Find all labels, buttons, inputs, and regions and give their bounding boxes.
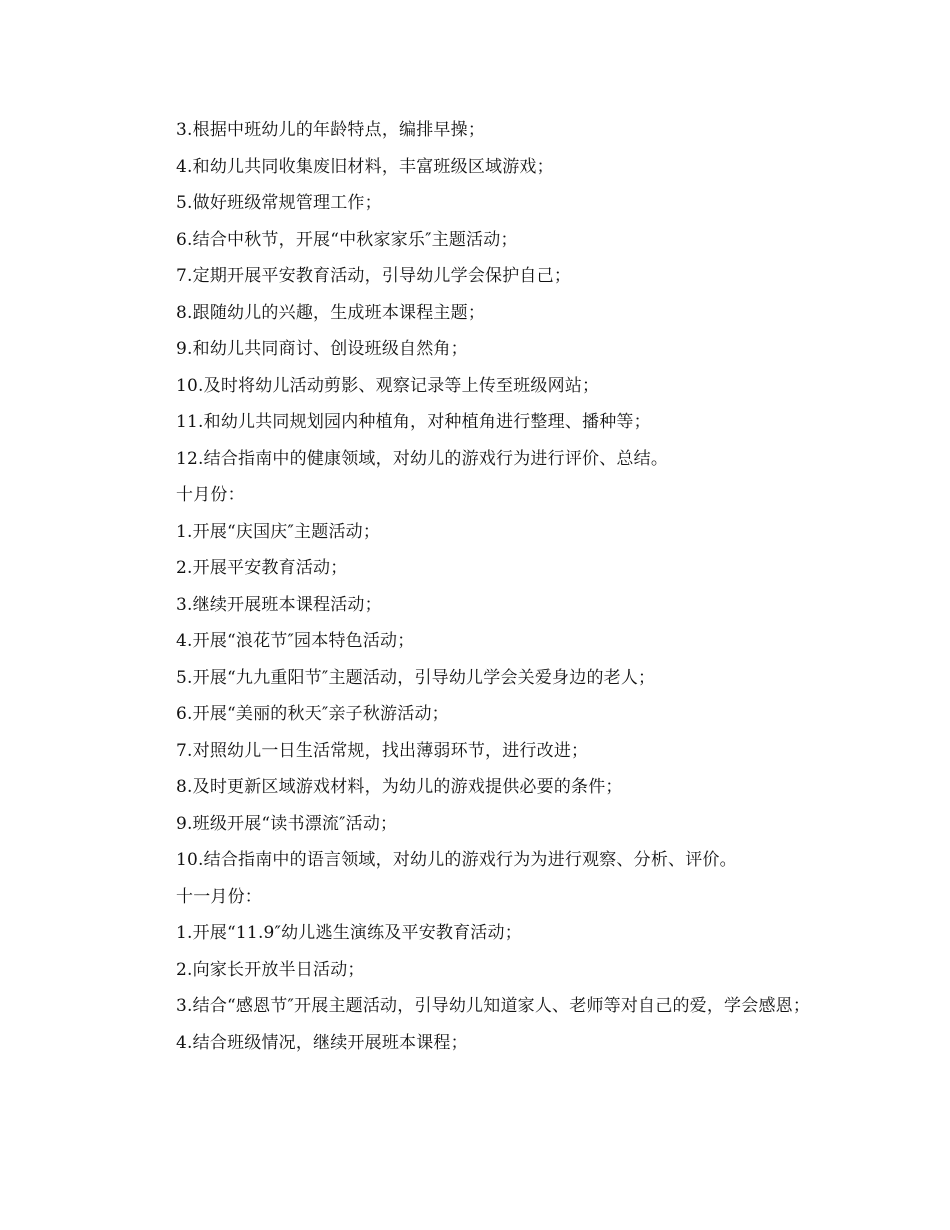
- section-heading-october: 十月份：: [176, 485, 245, 505]
- paragraph: 4.开展“浪花节″园本特色活动；: [176, 631, 415, 651]
- paragraph: 4.结合班级情况，继续开展班本课程；: [176, 1032, 468, 1053]
- paragraph: 5.开展“九九重阳节″主题活动，引导幼儿学会关爱身边的老人；: [176, 667, 656, 688]
- section-heading-november: 十一月份：: [176, 886, 262, 907]
- paragraph: 10.及时将幼儿活动剪影、观察记录等上传至班级网站；: [176, 375, 600, 396]
- paragraph: 2.开展平安教育活动；: [176, 558, 348, 578]
- paragraph: 7.对照幼儿一日生活常规，找出薄弱环节，进行改进；: [176, 740, 589, 761]
- paragraph: 5.做好班级常规管理工作；: [176, 193, 382, 213]
- document-body: [142, 112, 822, 1061]
- paragraph: 1.开展“11.9″幼儿逃生演练及平安教育活动；: [176, 923, 522, 943]
- paragraph: 8.跟随幼儿的兴趣，生成班本课程主题；: [176, 302, 486, 323]
- paragraph: 3.结合“感恩节″开展主题活动，引导幼儿知道家人、老师等对自己的爱，学会感恩；: [176, 996, 811, 1016]
- paragraph: 3.继续开展班本课程活动；: [176, 594, 382, 615]
- paragraph: 9.和幼儿共同商讨、创设班级自然角；: [176, 339, 468, 359]
- paragraph: 10.结合指南中的语言领域，对幼儿的游戏行为为进行观察、分析、评价。: [176, 850, 737, 870]
- paragraph: 2.向家长开放半日活动；: [176, 959, 365, 980]
- paragraph: 4.和幼儿共同收集废旧材料，丰富班级区域游戏；: [176, 156, 554, 177]
- paragraph: 8.及时更新区域游戏材料，为幼儿的游戏提供必要的条件；: [176, 777, 623, 797]
- paragraph: 1.开展“庆国庆″主题活动；: [176, 521, 381, 542]
- paragraph: 11.和幼儿共同规划园内种植角，对种植角进行整理、播种等；: [176, 412, 651, 432]
- paragraph: 9.班级开展“读书漂流″活动；: [176, 813, 398, 834]
- paragraph: 7.定期开展平安教育活动，引导幼儿学会保护自己；: [176, 266, 572, 286]
- paragraph: 6.开展“美丽的秋天″亲子秋游活动；: [176, 704, 449, 724]
- paragraph: 12.结合指南中的健康领域，对幼儿的游戏行为进行评价、总结。: [176, 448, 669, 469]
- paragraph: 3.根据中班幼儿的年龄特点，编排早操；: [176, 120, 486, 140]
- paragraph: 6.结合中秋节，开展“中秋家家乐″主题活动；: [176, 229, 518, 250]
